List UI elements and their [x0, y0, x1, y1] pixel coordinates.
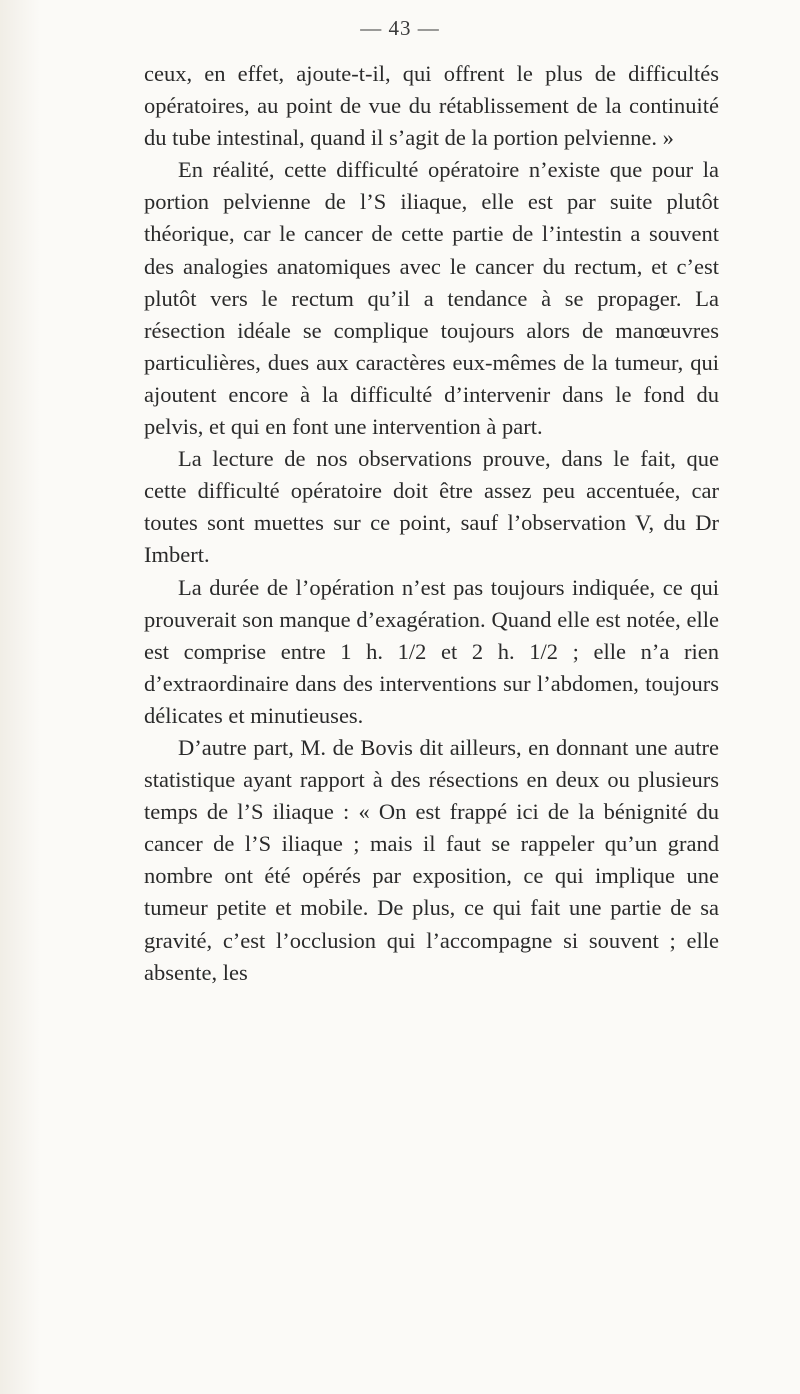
paragraph-3: La lecture de nos observations prouve, dans le fait, que cette difficulté opératoire doit être assez peu accentuée, car toutes sont muettes sur ce point, sauf l’observation V, du Dr Imbert.: [144, 446, 719, 568]
paragraph-5: D’autre part, M. de Bovis dit ailleurs, en donnant une autre statistique ayant rapport à des résections en deux ou plusieurs temps de l’S iliaque : « On est frappé ici de la bénignité du cancer de l’S iliaque ; mais il faut se rappeler qu’un grand nombre ont été opérés par exposition, ce qui implique une tumeur petite et mobile. De plus, ce qui fait une partie de sa gravité, c’est l’occlusion qui l’accompagne si souvent ; elle absente, les: [144, 734, 719, 985]
body-text: [144, 58, 719, 989]
paragraph-2: En réalité, cette difficulté opératoire n’existe que pour la portion pelvienne de l’S iliaque, elle est par suite plutôt théorique, car le cancer de cette partie de l’intestin a souvent des analogies anatomiques avec le cancer du rectum, et c’est plutôt vers le rectum qu’il a tendance à se propager. La résection idéale se complique toujours alors de manœuvres particulières, dues aux caractères eux-mêmes de la tumeur, qui ajoutent encore à la difficulté d’intervenir dans le fond du pelvis, et qui en font une intervention à part.: [144, 157, 719, 440]
page-edge-shadow: [0, 0, 40, 1394]
page-number: — 43 —: [360, 16, 440, 40]
paragraph-4: La durée de l’opération n’est pas toujours indiquée, ce qui prouverait son manque d’exagération. Quand elle est notée, elle est comprise entre 1 h. 1/2 et 2 h. 1/2 ; elle n’a rien d’extraordinaire dans des interventions sur l’abdomen, toujours délicates et minutieuses.: [144, 574, 719, 728]
paragraph-1: ceux, en effet, ajoute-t-il, qui offrent le plus de difficultés opératoires, au point de vue du rétablissement de la continuité du tube intestinal, quand il s’agit de la portion pelvienne. »: [144, 61, 719, 151]
